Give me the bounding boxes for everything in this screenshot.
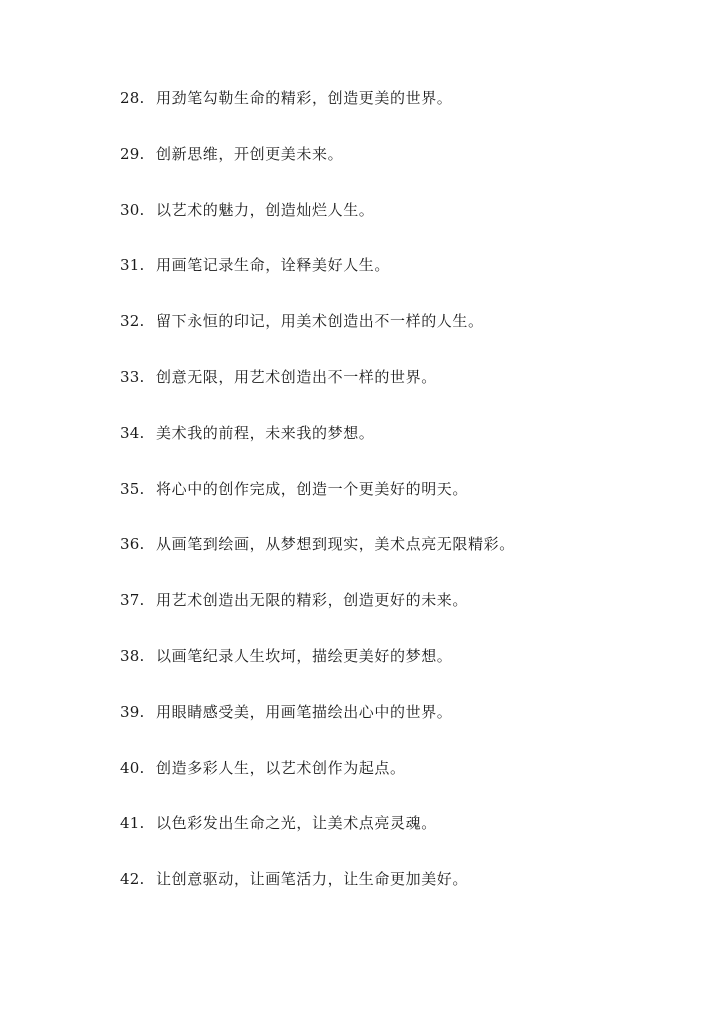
item-text: 从画笔到绘画，从梦想到现实，美术点亮无限精彩。 [156, 535, 515, 554]
list-item [120, 251, 515, 307]
list-item [120, 307, 515, 363]
item-text: 用艺术创造出无限的精彩，创造更好的未来。 [156, 591, 469, 610]
list-item [120, 698, 515, 754]
item-text: 用眼睛感受美，用画笔描绘出心中的世界。 [156, 702, 453, 721]
list-item [120, 586, 515, 642]
item-text: 让创意驱动，让画笔活力，让生命更加美好。 [156, 870, 469, 889]
item-number: 34. [120, 423, 145, 442]
item-number: 28. [120, 89, 145, 107]
item-number: 41. [120, 814, 145, 833]
item-text: 创意无限，用艺术创造出不一样的世界。 [156, 367, 437, 386]
item-number: 29. [120, 144, 145, 163]
list-item [120, 419, 515, 475]
item-text: 留下永恒的印记，用美术创造出不一样的人生。 [156, 312, 484, 331]
item-number: 31. [120, 256, 145, 275]
list-item [120, 530, 515, 586]
numbered-list [120, 84, 515, 921]
list-item [120, 196, 515, 252]
list-item [120, 754, 515, 810]
item-number: 39. [120, 702, 145, 721]
item-text: 以画笔纪录人生坎坷，描绘更美好的梦想。 [156, 646, 453, 665]
item-number: 38. [120, 646, 145, 665]
list-item [120, 140, 515, 196]
item-number: 35. [120, 479, 145, 498]
item-text: 用画笔记录生命，诠释美好人生。 [156, 256, 391, 275]
item-number: 32. [120, 312, 145, 331]
item-number: 30. [120, 200, 145, 219]
item-text: 将心中的创作完成，创造一个更美好的明天。 [156, 479, 469, 498]
item-text: 以色彩发出生命之光，让美术点亮灵魂。 [156, 814, 437, 833]
list-item [120, 363, 515, 419]
item-number: 40. [120, 758, 145, 777]
list-item [120, 84, 515, 140]
item-text: 以艺术的魅力，创造灿烂人生。 [156, 200, 375, 219]
item-text: 用劲笔勾勒生命的精彩，创造更美的世界。 [156, 89, 453, 107]
list-item [120, 865, 515, 921]
list-item [120, 475, 515, 531]
item-number: 37. [120, 591, 145, 610]
item-number: 42. [120, 870, 145, 889]
item-number: 36. [120, 535, 145, 554]
list-item [120, 642, 515, 698]
item-text: 创造多彩人生，以艺术创作为起点。 [156, 758, 406, 777]
item-number: 33. [120, 367, 145, 386]
list-item [120, 809, 515, 865]
item-text: 创新思维，开创更美未来。 [156, 144, 344, 163]
item-text: 美术我的前程，未来我的梦想。 [156, 423, 375, 442]
